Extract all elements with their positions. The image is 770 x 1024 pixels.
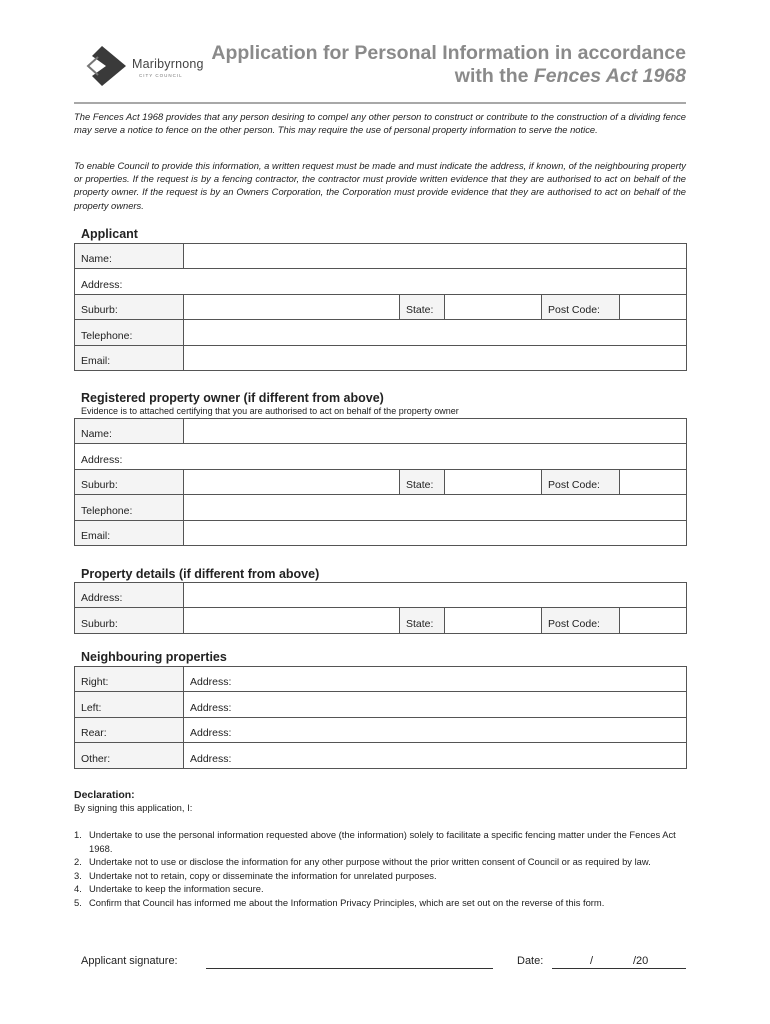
header-divider <box>74 102 686 104</box>
property-state-field[interactable] <box>445 608 542 633</box>
applicant-email-row <box>75 345 687 370</box>
neighbour-address-field[interactable] <box>184 667 687 692</box>
property-address-row <box>75 583 687 608</box>
applicant-state-label: State: <box>400 294 445 319</box>
declaration-item <box>74 882 686 896</box>
title-line-2-italic: Fences Act 1968 <box>533 65 686 87</box>
declaration-title: Declaration: <box>74 789 135 801</box>
property-address-label: Address: <box>75 583 184 608</box>
property-postcode-label: Post Code: <box>542 608 620 633</box>
signature-label: Applicant signature: <box>81 955 178 967</box>
applicant-email-label: Email: <box>75 345 184 370</box>
applicant-table <box>74 243 687 371</box>
declaration-subtitle: By signing this application, I: <box>74 802 193 813</box>
owner-suburb-row <box>75 469 687 494</box>
applicant-telephone-field[interactable] <box>184 320 687 345</box>
declaration-item-text: Undertake to use the personal information requested above (the information) solely to facilitate a specific fencing matter under the Fences Act 1968. <box>89 829 676 854</box>
declaration-item-text: Confirm that Council has informed me about the Information Privacy Principles, which are set out on the reverse of this form. <box>89 896 605 908</box>
applicant-suburb-field[interactable] <box>184 294 400 319</box>
neighbour-side-label: Right: <box>75 667 184 692</box>
neighbours-table <box>74 666 687 769</box>
intro-paragraph-2: To enable Council to provide this information, a written request must be made and must indicate the address, if known, of the neighbouring property or properties. If the request is by a fencing contractor, the contractor must provide written evidence that they are authorised to act on behalf of the property owner. If the request is by an Owners Corporation, the Corporation must provide evidence that they are authorised to act on behalf of the property owners. <box>74 160 686 211</box>
owner-telephone-row <box>75 495 687 520</box>
owner-email-row <box>75 520 687 545</box>
property-suburb-field[interactable] <box>184 608 400 633</box>
declaration-item-text: Undertake not to use or disclose the information for any other purpose without the prior written consent of Council or as required by law. <box>89 856 651 867</box>
declaration-item <box>74 896 686 910</box>
applicant-telephone-row <box>75 320 687 345</box>
property-section-title: Property details (if different from above) <box>81 567 320 581</box>
property-postcode-field[interactable] <box>620 608 687 633</box>
signature-field[interactable] <box>206 968 493 969</box>
owner-postcode-label: Post Code: <box>542 469 620 494</box>
declaration-item-number: 3. <box>74 869 82 881</box>
page-title <box>211 42 686 88</box>
owner-section-title: Registered property owner (if different from above) <box>81 391 384 405</box>
owner-address-field[interactable] <box>75 444 687 469</box>
owner-postcode-field[interactable] <box>620 469 687 494</box>
title-line-1: Application for Personal Information in accordance <box>211 42 686 64</box>
title-line-2 <box>211 65 686 88</box>
owner-state-label: State: <box>400 469 445 494</box>
applicant-address-row <box>75 269 687 294</box>
owner-address-row <box>75 444 687 469</box>
neighbour-address-field[interactable] <box>184 743 687 768</box>
applicant-telephone-label: Telephone: <box>75 320 184 345</box>
neighbour-row-right <box>75 667 687 692</box>
applicant-postcode-label: Post Code: <box>542 294 620 319</box>
declaration-item <box>74 855 686 869</box>
declaration-item-text: Undertake not to retain, copy or disseminate the information for unrelated purposes. <box>89 869 437 881</box>
owner-state-field[interactable] <box>445 469 542 494</box>
date-field[interactable] <box>552 968 686 969</box>
property-table <box>74 582 687 634</box>
owner-telephone-label: Telephone: <box>75 495 184 520</box>
neighbour-address-field[interactable] <box>184 692 687 717</box>
date-label: Date: <box>517 955 544 967</box>
date-year-prefix: /20 <box>633 955 649 967</box>
property-address-field[interactable] <box>184 583 687 608</box>
applicant-suburb-row <box>75 294 687 319</box>
declaration-item-number: 4. <box>74 883 82 894</box>
neighbour-address-label: Address: <box>190 752 232 765</box>
neighbours-section-title: Neighbouring properties <box>81 650 227 664</box>
owner-name-field[interactable] <box>184 419 687 444</box>
declaration-item-text: Undertake to keep the information secure. <box>89 883 264 894</box>
date-separator: / <box>590 955 594 967</box>
neighbour-row-rear <box>75 717 687 742</box>
neighbour-address-label: Address: <box>190 676 232 689</box>
neighbour-address-label: Address: <box>190 727 232 740</box>
applicant-section-title: Applicant <box>81 227 138 241</box>
neighbour-row-left <box>75 692 687 717</box>
logo-name: Maribyrnong <box>132 57 204 71</box>
owner-name-row <box>75 419 687 444</box>
applicant-address-label: Address: <box>81 278 123 291</box>
property-suburb-row <box>75 608 687 633</box>
applicant-name-row <box>75 244 687 269</box>
title-line-2-prefix: with the <box>454 65 534 87</box>
owner-email-field[interactable] <box>184 520 687 545</box>
declaration-list <box>74 828 686 909</box>
intro-paragraph-1: The Fences Act 1968 provides that any person desiring to compel any other person to construct or contribute to the construction of a dividing fence may serve a notice to fence on the other person. This may require the use of personal property information to serve the notice. <box>74 111 686 136</box>
owner-telephone-field[interactable] <box>184 495 687 520</box>
property-state-label: State: <box>400 608 445 633</box>
logo-chevron-icon <box>84 44 132 88</box>
applicant-name-label: Name: <box>75 244 184 269</box>
logo-subtitle: CITY COUNCIL <box>139 73 183 78</box>
declaration-item <box>74 828 686 855</box>
applicant-address-field[interactable] <box>75 269 687 294</box>
owner-suburb-label: Suburb: <box>75 469 184 494</box>
declaration-item-number: 2. <box>74 856 82 867</box>
declaration-item-number: 5. <box>74 896 82 908</box>
owner-name-label: Name: <box>75 419 184 444</box>
applicant-suburb-label: Suburb: <box>75 294 184 319</box>
neighbour-side-label: Left: <box>75 692 184 717</box>
neighbour-side-label: Other: <box>75 743 184 768</box>
neighbour-address-label: Address: <box>190 701 232 714</box>
owner-email-label: Email: <box>75 520 184 545</box>
neighbour-address-field[interactable] <box>184 717 687 742</box>
neighbour-row-other <box>75 743 687 768</box>
owner-section-subtitle: Evidence is to attached certifying that you are authorised to act on behalf of the property owner <box>81 406 459 416</box>
declaration-item-number: 1. <box>74 829 82 840</box>
council-logo <box>84 44 214 88</box>
applicant-postcode-field[interactable] <box>620 294 687 319</box>
applicant-email-field[interactable] <box>184 345 687 370</box>
owner-suburb-field[interactable] <box>184 469 400 494</box>
owner-address-label: Address: <box>81 453 123 466</box>
property-suburb-label: Suburb: <box>75 608 184 633</box>
owner-table <box>74 418 687 546</box>
neighbour-side-label: Rear: <box>75 717 184 742</box>
declaration-item <box>74 869 686 883</box>
applicant-name-field[interactable] <box>184 244 687 269</box>
applicant-state-field[interactable] <box>445 294 542 319</box>
